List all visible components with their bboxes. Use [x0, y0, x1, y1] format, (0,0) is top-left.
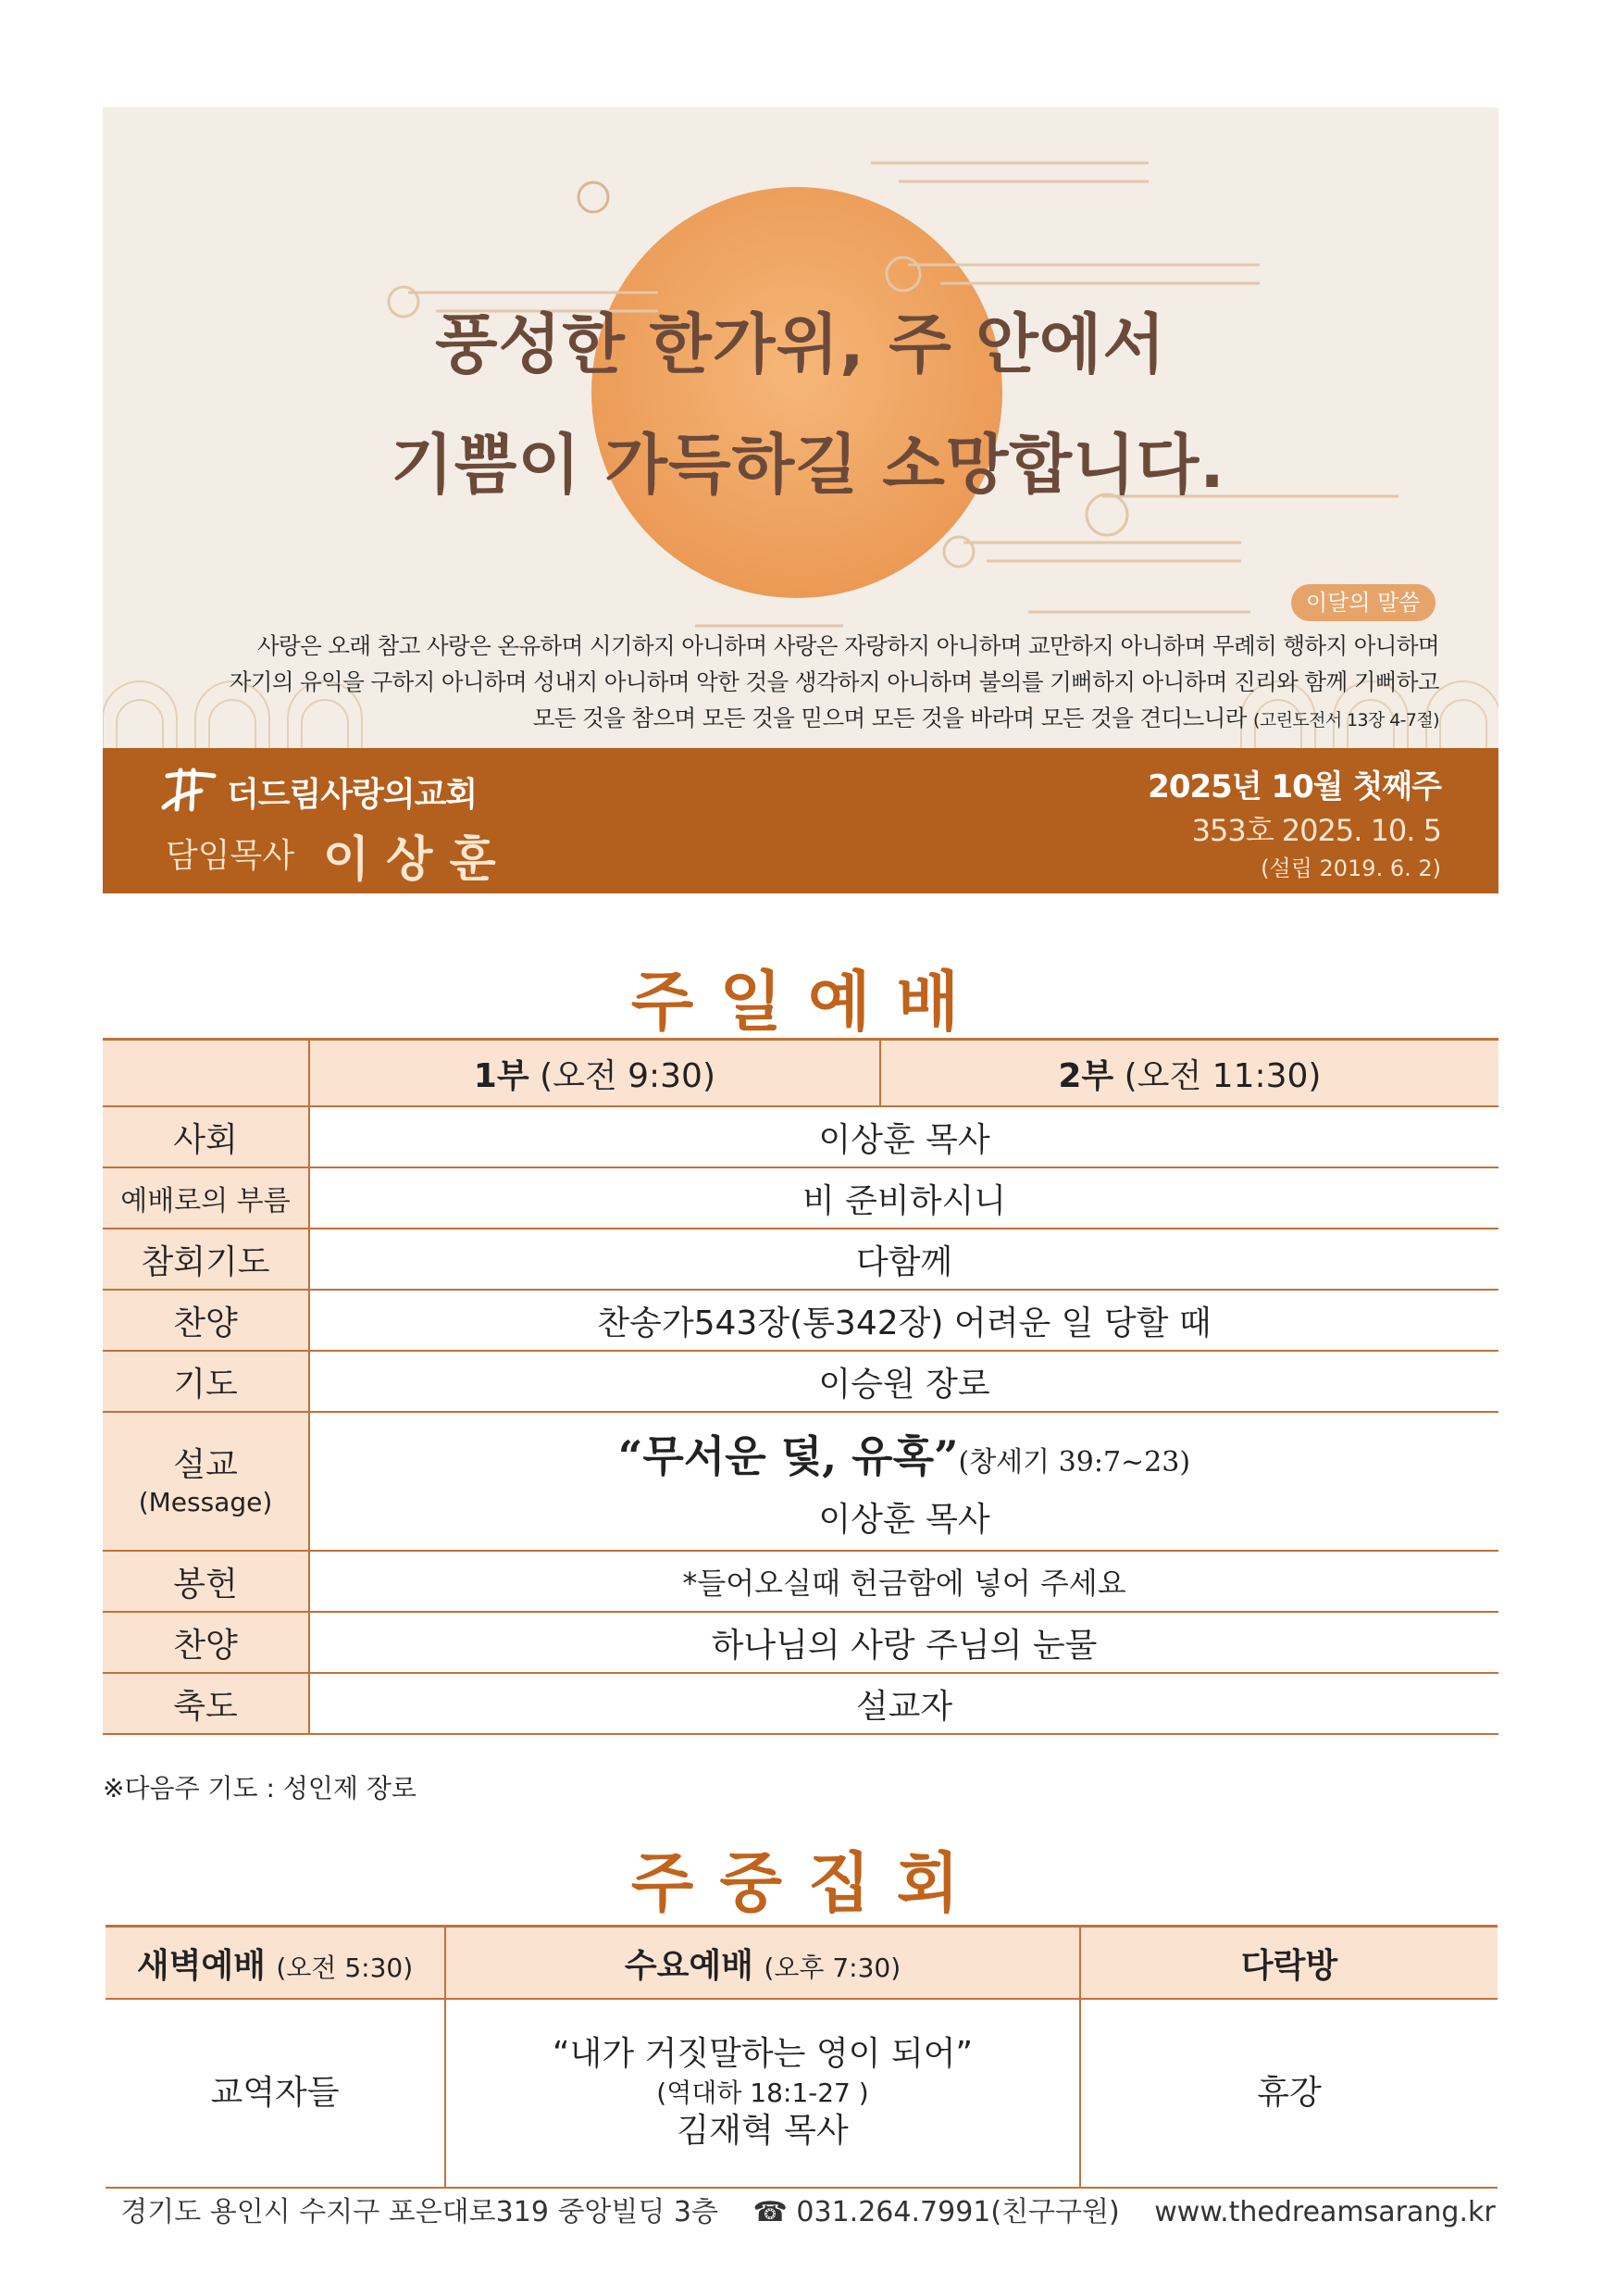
sermon-title: “무서운 덫, 유혹” — [617, 1430, 959, 1481]
headline-line-1: 풍성한 한가위, 주 안에서 — [435, 306, 1166, 382]
table-row — [103, 1167, 1498, 1229]
wednesday-service-time: (오후 7:30) — [764, 1952, 901, 1983]
table-row — [103, 1106, 1498, 1167]
wednesday-sermon-title: “내가 거짓말하는 영이 되어” — [552, 2035, 974, 2073]
row-label: 축도 — [103, 1673, 309, 1734]
sermon-label: 설교 — [173, 1446, 238, 1484]
row-label: 예배로의 부름 — [103, 1167, 309, 1229]
sermon-row — [103, 1412, 1498, 1551]
full-moon — [591, 187, 1002, 598]
midweek-meetings-table — [106, 1925, 1498, 2189]
verse-badge: 이달의 말씀 — [1291, 584, 1436, 621]
row-value: 이상훈 목사 — [309, 1106, 1498, 1167]
dawn-service-name: 새벽예배 — [136, 1946, 266, 1985]
row-label: 사회 — [103, 1106, 309, 1167]
table-header-row — [106, 1927, 1498, 2000]
table-row — [103, 1229, 1498, 1290]
sermon-preacher: 이상훈 목사 — [818, 1500, 990, 1539]
midweek-meetings-title: 주중집회 — [630, 1845, 986, 1921]
church-name: 더드림사랑의교회 — [227, 776, 478, 814]
wednesday-preacher: 김재혁 목사 — [677, 2112, 849, 2151]
footer — [0, 2189, 1616, 2229]
church-logo-icon — [160, 767, 221, 815]
table-row — [106, 1999, 1498, 2188]
row-value: 비 준비하시니 — [309, 1167, 1498, 1229]
next-week-prayer-note: ※다음주 기도 : 성인제 장로 — [103, 1773, 416, 1803]
church-address: 경기도 용인시 수지구 포은대로319 중앙빌딩 3층 — [120, 2196, 718, 2228]
bulletin-week: 2025년 10월 첫째주 — [1148, 768, 1441, 805]
service-1-header — [309, 1040, 880, 1107]
flower-ornament — [578, 182, 608, 212]
row-label: 참회기도 — [103, 1229, 309, 1290]
sunday-worship-table — [103, 1038, 1498, 1735]
row-label: 찬양 — [103, 1612, 309, 1673]
church-header-bar — [103, 748, 1498, 893]
monthly-verse — [143, 628, 1439, 739]
table-row — [103, 1551, 1498, 1612]
wednesday-service-cell — [445, 1999, 1080, 2188]
table-row — [103, 1290, 1498, 1351]
row-value: 설교자 — [309, 1673, 1498, 1734]
pastor-name: 이상훈 — [323, 832, 513, 888]
wednesday-service-header — [445, 1927, 1080, 2000]
sermon-label-sub: (Message) — [138, 1487, 273, 1517]
church-phone: ☎ 031.264.7991(친구구원) — [752, 2196, 1120, 2228]
darakbang-header — [1080, 1927, 1498, 2000]
sermon-label-cell — [103, 1412, 309, 1551]
dawn-service-header — [106, 1927, 445, 2000]
row-label: 기도 — [103, 1351, 309, 1412]
row-value: *들어오실때 헌금함에 넣어 주세요 — [309, 1551, 1498, 1612]
dawn-service-value: 교역자들 — [106, 1999, 445, 2188]
table-row — [103, 1612, 1498, 1673]
service-2-part: 2부 — [1058, 1056, 1114, 1095]
sermon-reference: (창세기 39:7~23) — [958, 1445, 1191, 1479]
issue-number-date: 353호 2025. 10. 5 — [1191, 813, 1441, 848]
service-1-time: (오전 9:30) — [540, 1056, 716, 1095]
verse-line-3: 모든 것을 참으며 모든 것을 믿으며 모든 것을 바라며 모든 것을 견디느니라 — [532, 705, 1247, 731]
service-2-header — [880, 1040, 1498, 1107]
dawn-service-time: (오전 5:30) — [276, 1952, 414, 1983]
darakbang-value: 휴강 — [1080, 1999, 1498, 2188]
service-1-part: 1부 — [473, 1056, 529, 1095]
row-value: 다함께 — [309, 1229, 1498, 1290]
founded-date: (설립 2019. 6. 2) — [1261, 855, 1441, 881]
row-value: 찬송가543장(통342장) 어려운 일 당할 때 — [309, 1290, 1498, 1351]
wednesday-sermon-reference: (역대하 18:1-27 ) — [656, 2077, 869, 2108]
sermon-cell — [309, 1412, 1498, 1551]
header-blank-cell — [103, 1040, 309, 1107]
banner — [103, 107, 1498, 748]
table-row — [103, 1351, 1498, 1412]
service-2-time: (오전 11:30) — [1124, 1056, 1322, 1095]
darakbang-name: 다락방 — [1240, 1946, 1338, 1985]
headline-line-2: 기쁨이 가득하길 소망합니다. — [391, 427, 1225, 503]
row-label: 찬양 — [103, 1290, 309, 1351]
church-website-link[interactable]: www.thedreamsarang.kr — [1154, 2196, 1496, 2228]
verse-line-1: 사랑은 오래 참고 사랑은 온유하며 시기하지 아니하며 사랑은 자랑하지 아니하며 교만하지 아니하며 무례히 행하지 아니하며 — [256, 632, 1439, 659]
verse-line-2: 자기의 유익을 구하지 아니하며 성내지 아니하며 악한 것을 생각하지 아니하며 불의를 기뻐하지 아니하며 진리와 함께 기뻐하고 — [229, 668, 1439, 695]
table-row — [103, 1673, 1498, 1734]
sunday-worship-title: 주일예배 — [630, 964, 986, 1040]
row-value: 이승원 장로 — [309, 1351, 1498, 1412]
table-header-row — [103, 1040, 1498, 1107]
row-label: 봉헌 — [103, 1551, 309, 1612]
pastor-title: 담임목사 — [166, 837, 295, 875]
wednesday-service-name: 수요예배 — [624, 1946, 753, 1985]
verse-reference: (고린도전서 13장 4-7절) — [1253, 710, 1439, 730]
row-value: 하나님의 사랑 주님의 눈물 — [309, 1612, 1498, 1673]
